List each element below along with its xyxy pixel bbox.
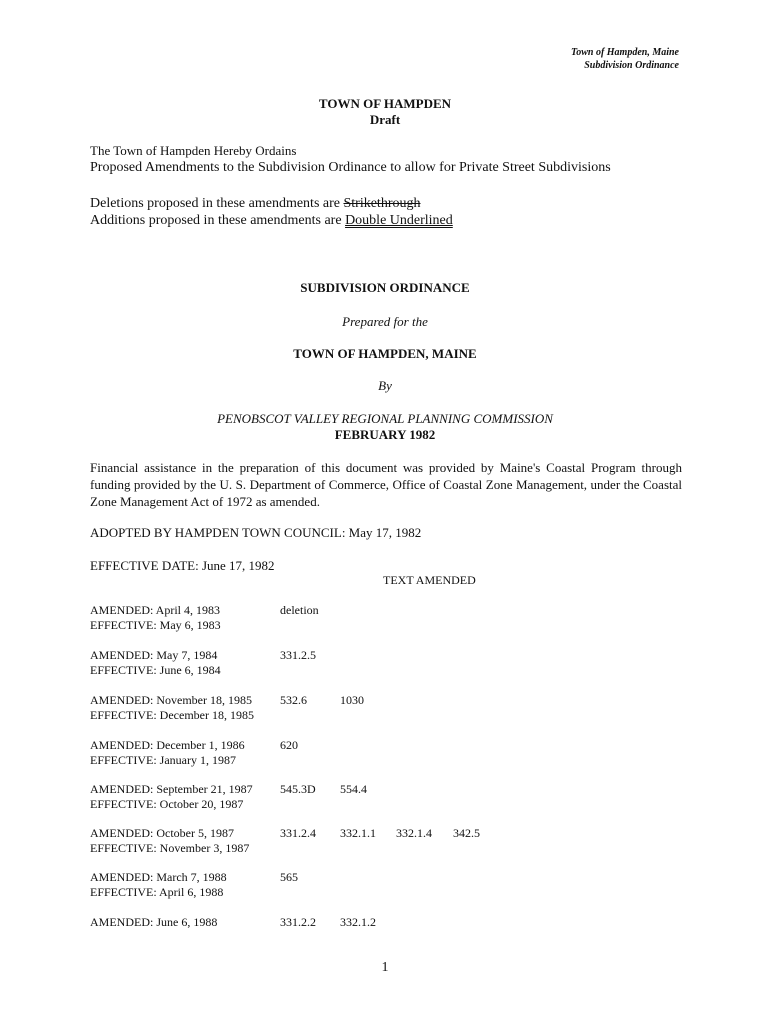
intro-line-1: The Town of Hampden Hereby Ordains [90, 143, 297, 158]
document-subtitle: Draft [369, 112, 401, 127]
cover-town: TOWN OF HAMPDEN, MAINE [293, 346, 477, 361]
amended-section: 331.2.4 [280, 826, 316, 840]
amended-section: 545.3D [280, 782, 316, 796]
double-underline-sample: Double Underlined [345, 213, 453, 228]
amended-section: deletion [280, 603, 319, 617]
amended-section: 565 [280, 870, 298, 884]
additions-legend [90, 213, 453, 229]
effective-date: EFFECTIVE: May 6, 1983 [90, 618, 221, 632]
effective-date: EFFECTIVE: April 6, 1988 [90, 885, 224, 899]
cover-heading: SUBDIVISION ORDINANCE [300, 280, 470, 295]
strikethrough-sample: Strikethrough [343, 196, 421, 211]
amended-date: AMENDED: May 7, 1984 [90, 648, 218, 662]
amended-date: AMENDED: June 6, 1988 [90, 915, 218, 929]
financial-assistance-paragraph: Financial assistance in the preparation of this document was provided by Maine's Coastal Program through funding provided by the U. S. Department of Commerce, Office of Coastal Zone Management, under the Coastal Zone Management Act of 1972 as amended. [90, 460, 682, 509]
amended-section: 532.6 [280, 693, 307, 707]
effective-date: EFFECTIVE: October 20, 1987 [90, 797, 244, 811]
amended-date: AMENDED: September 21, 1987 [90, 782, 253, 796]
amended-section: 332.1.1 [340, 826, 376, 840]
cover-date: FEBRUARY 1982 [334, 427, 436, 442]
effective-date-line: EFFECTIVE DATE: June 17, 1982 [90, 558, 275, 573]
effective-date: EFFECTIVE: November 3, 1987 [90, 841, 250, 855]
cover-by: By [378, 378, 392, 393]
header-line-1: Town of Hampden, Maine [571, 47, 679, 58]
effective-date: EFFECTIVE: January 1, 1987 [90, 753, 236, 767]
amended-section: 1030 [340, 693, 364, 707]
amended-date: AMENDED: November 18, 1985 [90, 693, 252, 707]
cover-prepared-for: Prepared for the [342, 314, 428, 329]
additions-legend-text: Additions proposed in these amendments are [90, 213, 346, 228]
amended-section: 342.5 [453, 826, 480, 840]
deletions-legend [90, 196, 420, 212]
amended-section: 331.2.2 [280, 915, 316, 929]
text-amended-label: TEXT AMENDED [383, 573, 476, 587]
cover-commission: PENOBSCOT VALLEY REGIONAL PLANNING COMMISSION [217, 411, 553, 426]
document-title: TOWN OF HAMPDEN [318, 96, 452, 111]
adopted-line: ADOPTED BY HAMPDEN TOWN COUNCIL: May 17, 1982 [90, 525, 422, 540]
amended-section: 331.2.5 [280, 648, 316, 662]
deletions-legend-text: Deletions proposed in these amendments are [90, 196, 344, 211]
amended-date: AMENDED: March 7, 1988 [90, 870, 227, 884]
amended-date: AMENDED: December 1, 1986 [90, 738, 245, 752]
running-header [571, 46, 679, 72]
amended-section: 332.1.4 [396, 826, 432, 840]
effective-date: EFFECTIVE: June 6, 1984 [90, 663, 221, 677]
header-line-2: Subdivision Ordinance [584, 60, 679, 71]
amended-section: 554.4 [340, 782, 367, 796]
effective-date: EFFECTIVE: December 18, 1985 [90, 708, 254, 722]
amended-date: AMENDED: October 5, 1987 [90, 826, 234, 840]
amended-section: 332.1.2 [340, 915, 376, 929]
amended-section: 620 [280, 738, 298, 752]
intro-line-2: Proposed Amendments to the Subdivision Ordinance to allow for Private Street Subdivisions [90, 160, 611, 175]
page-number: 1 [381, 960, 389, 975]
amended-date: AMENDED: April 4, 1983 [90, 603, 220, 617]
